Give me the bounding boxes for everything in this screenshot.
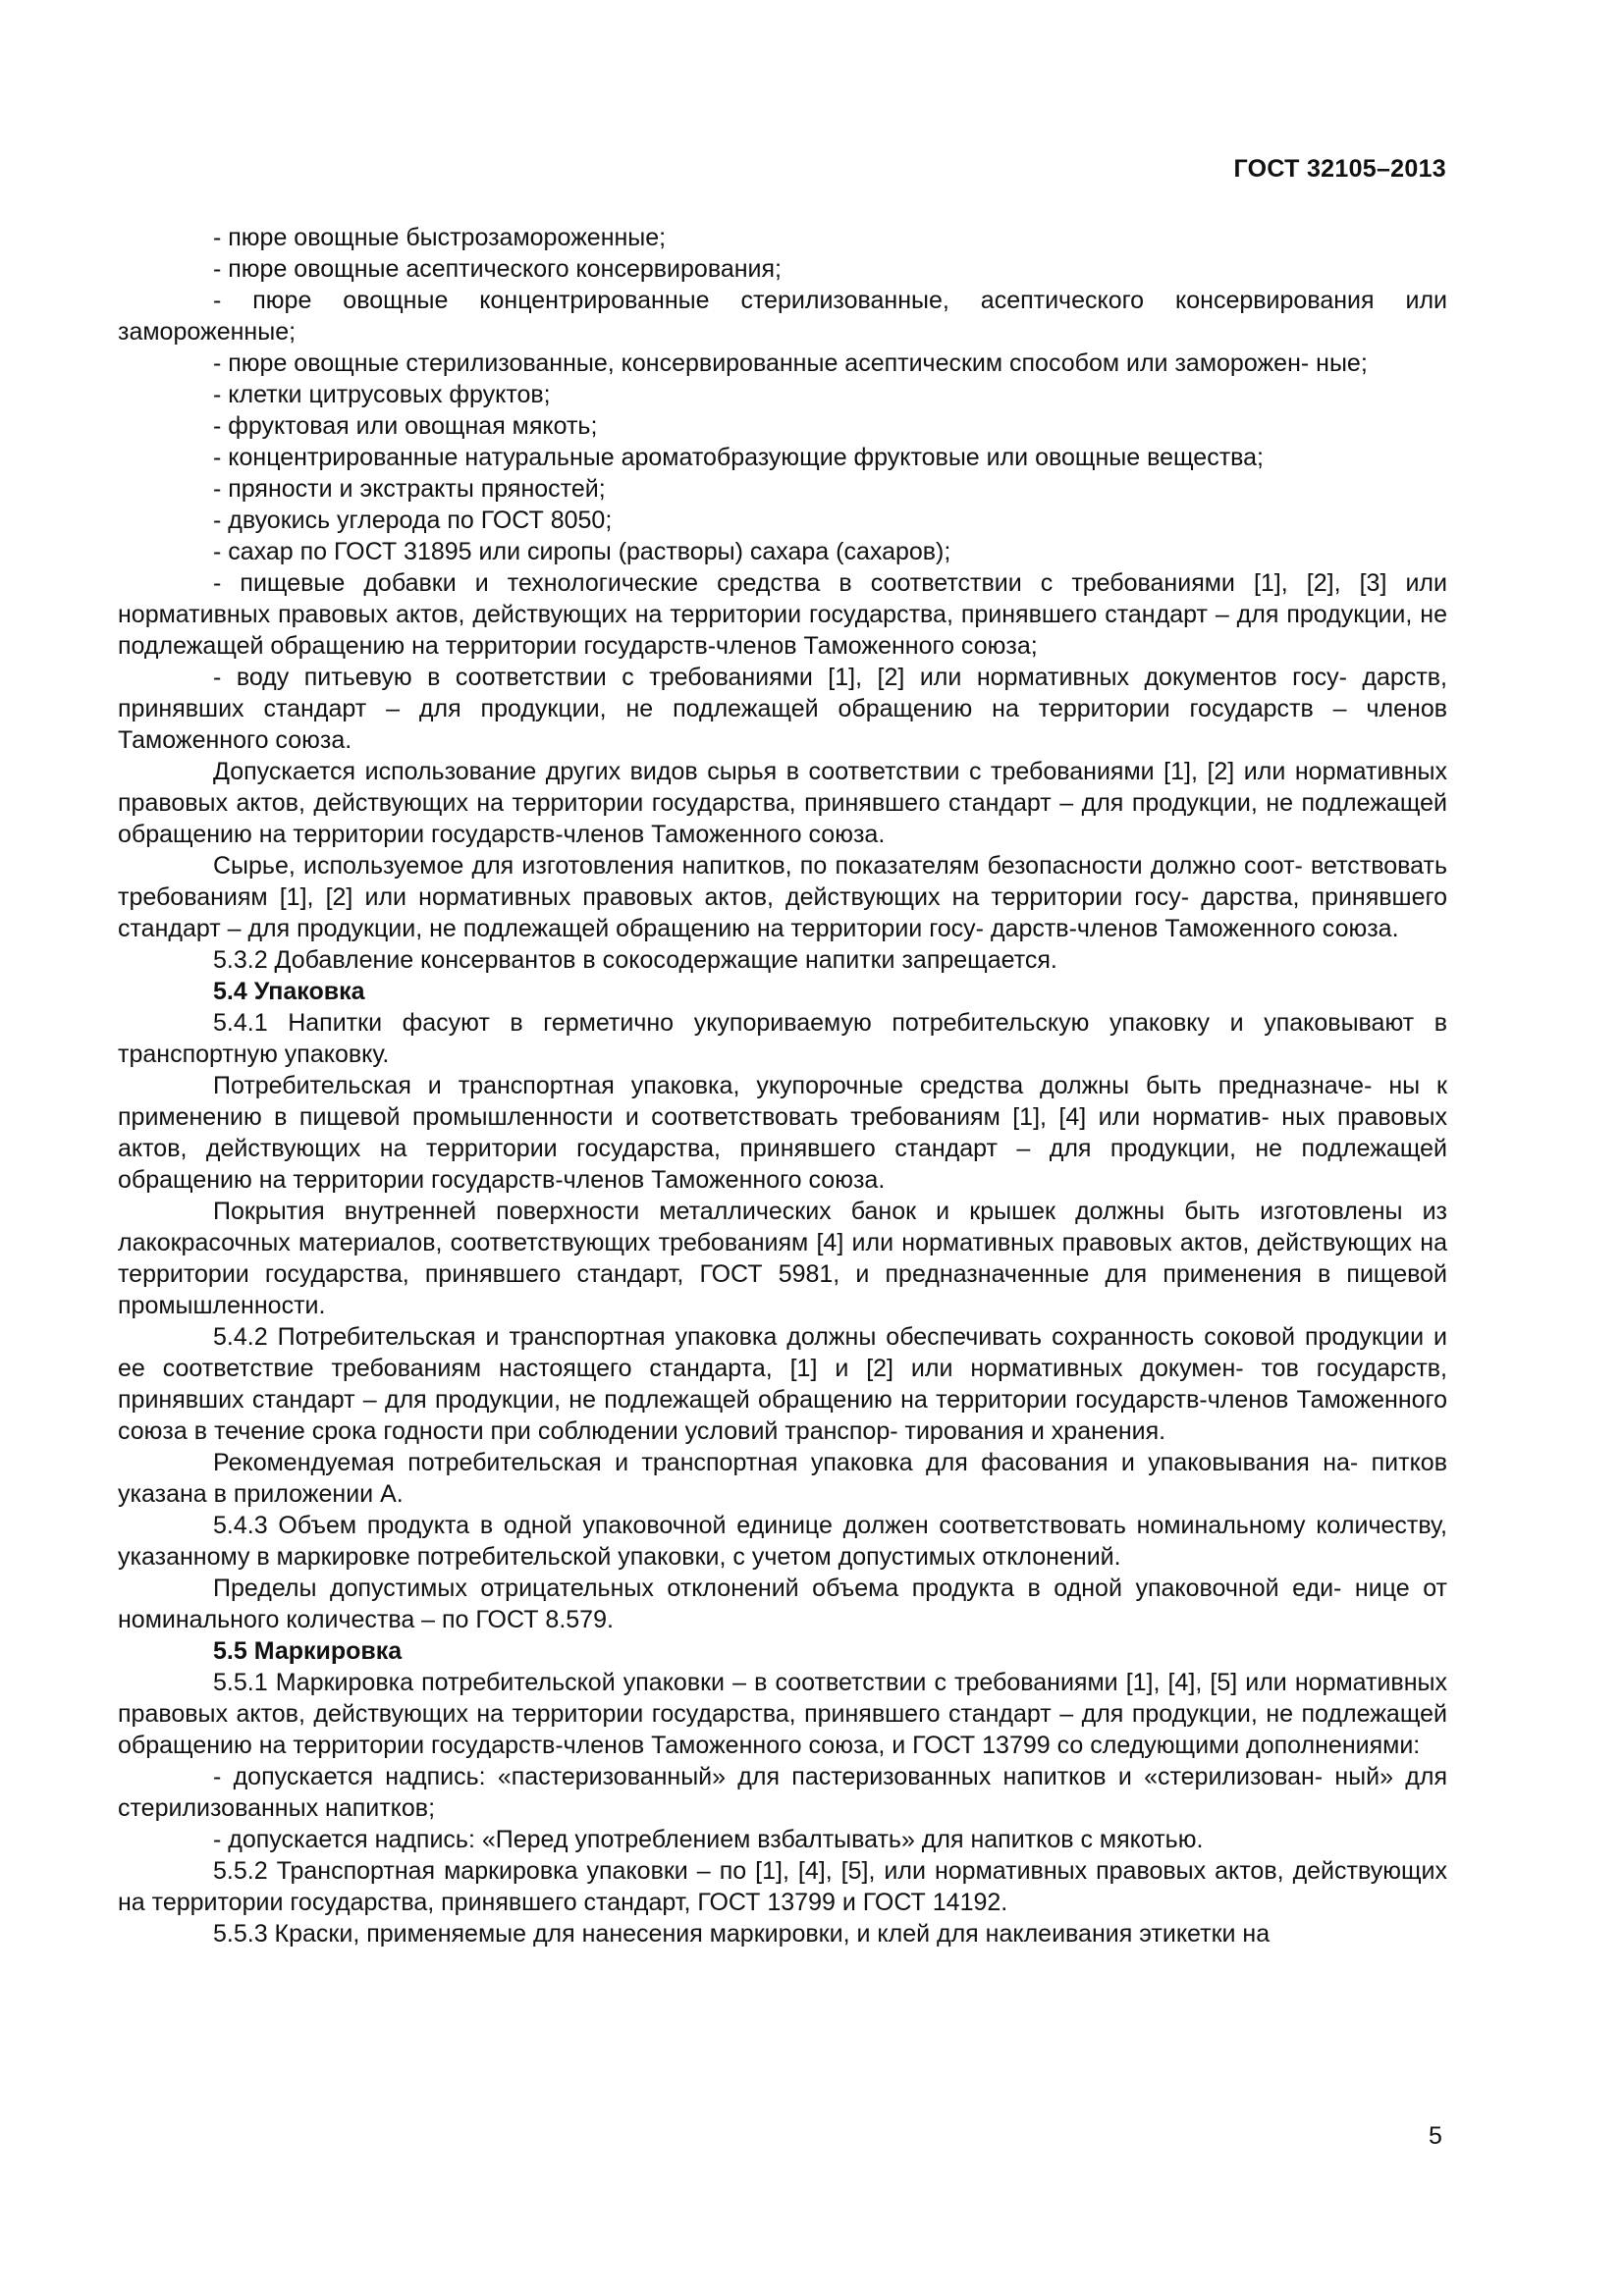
list-item: - пюре овощные стерилизованные, консервированные асептическим способом или заморожен- ные; [213,349,1368,377]
list-item: - фруктовая или овощная мякоть; [213,412,598,440]
list-item: - пюре овощные концентрированные стерилизованные, асептического консервирования или замороженные; [118,287,1447,346]
list-item: - пищевые добавки и технологические средства в соответствии с требованиями [1], [2], [3] или нормативных правовых актов, действующих на территории государства, принявшего стандарт – для продукции, не подлежащей обращению на территории государств-членов Таможенного союза; [118,569,1447,660]
paragraph: Сырье, используемое для изготовления напитков, по показателям безопасности должно соот- ветствовать требованиям [1], [2] или нормативных правовых актов, действующих на территории госу- дарства, принявшего стандарт – для продукции, не подлежащей обращению на территории госу- дарств-членов Таможенного союза. [118,852,1447,942]
list-item: - пряности и экстракты пряностей; [213,475,606,503]
paragraph: Пределы допустимых отрицательных отклонений объема продукта в одной упаковочной еди- нице от номинального количества – по ГОСТ 8.579. [118,1575,1447,1633]
list-item: - сахар по ГОСТ 31895 или сиропы (растворы) сахара (сахаров); [213,538,951,565]
list-item: - пюре овощные быстрозамороженные; [213,224,667,251]
document-body [118,222,1447,1949]
list-item: - клетки цитрусовых фруктов; [213,381,551,408]
clause-5-5-1: 5.5.1 Маркировка потребительской упаковки – в соответствии с требованиями [1], [4], [5] или нормативных правовых актов, действующих на территории государства, принявшего стандарт – для продукции, не подлежащей обращению на территории государств-членов Таможенного союза, и ГОСТ 13799 со следующими дополнениями: [118,1669,1447,1759]
page-number: 5 [1429,2122,1442,2150]
section-heading-packaging: 5.4 Упаковка [213,978,365,1005]
list-item: - допускается надпись: «пастеризованный» для пастеризованных напитков и «стерилизован- ный» для стерилизованных напитков; [118,1763,1447,1822]
clause-5-4-1: 5.4.1 Напитки фасуют в герметично укупориваемую потребительскую упаковку и упаковывают в транспортную упаковку. [118,1009,1447,1068]
paragraph: Потребительская и транспортная упаковка, укупорочные средства должны быть предназначе- ны к применению в пищевой промышленности и соответствовать требованиям [1], [4] или норматив- ных правовых актов, действующих на территории государства, принявшего стандарт – для продукции, не подлежащей обращению на территории государств-членов Таможенного союза. [118,1072,1447,1194]
list-item: - двуокись углерода по ГОСТ 8050; [213,507,613,534]
paragraph: Допускается использование других видов сырья в соответствии с требованиями [1], [2] или нормативных правовых актов, действующих на территории государства, принявшего стандарт – для продукции, не подлежащей обращению на территории государств-членов Таможенного союза. [118,758,1447,848]
list-item: - допускается надпись: «Перед употреблением взбалтывать» для напитков с мякотью. [213,1826,1204,1853]
clause-5-4-3: 5.4.3 Объем продукта в одной упаковочной единице должен соответствовать номинальному количеству, указанному в маркировке потребительской упаковки, с учетом допустимых отклонений. [118,1512,1447,1571]
paragraph: Покрытия внутренней поверхности металлических банок и крышек должны быть изготовлены из лакокрасочных материалов, соответствующих требованиям [4] или нормативных правовых актов, действующих на территории государства, принявшего стандарт, ГОСТ 5981, и предназначенные для применения в пищевой промышленности. [118,1198,1447,1319]
list-item: - пюре овощные асептического консервирования; [213,255,782,283]
clause-5-4-2: 5.4.2 Потребительская и транспортная упаковка должны обеспечивать сохранность соковой продукции и ее соответствие требованиям настоящего стандарта, [1] и [2] или нормативных докумен- тов государств, принявших стандарт – для продукции, не подлежащей обращению на территории государств-членов Таможенного союза в течение срока годности при соблюдении условий транспор- тирования и хранения. [118,1323,1447,1445]
document-header: ГОСТ 32105–2013 [1233,155,1446,183]
paragraph: Рекомендуемая потребительская и транспортная упаковка для фасования и упаковывания на- питков указана в приложении А. [118,1449,1447,1508]
clause-5-5-3: 5.5.3 Краски, применяемые для нанесения маркировки, и клей для наклеивания этикетки на [213,1920,1271,1948]
list-item: - концентрированные натуральные ароматобразующие фруктовые или овощные вещества; [213,444,1264,471]
section-heading-marking: 5.5 Маркировка [213,1637,403,1665]
list-item: - воду питьевую в соответствии с требованиями [1], [2] или нормативных документов госу- дарств, принявших стандарт – для продукции, не подлежащей обращению на территории государств – членов Таможенного союза. [118,664,1447,754]
clause-5-5-2: 5.5.2 Транспортная маркировка упаковки – по [1], [4], [5], или нормативных правовых актов, действующих на территории государства, принявшего стандарт, ГОСТ 13799 и ГОСТ 14192. [118,1857,1447,1916]
clause-5-3-2: 5.3.2 Добавление консервантов в сокосодержащие напитки запрещается. [213,946,1057,974]
